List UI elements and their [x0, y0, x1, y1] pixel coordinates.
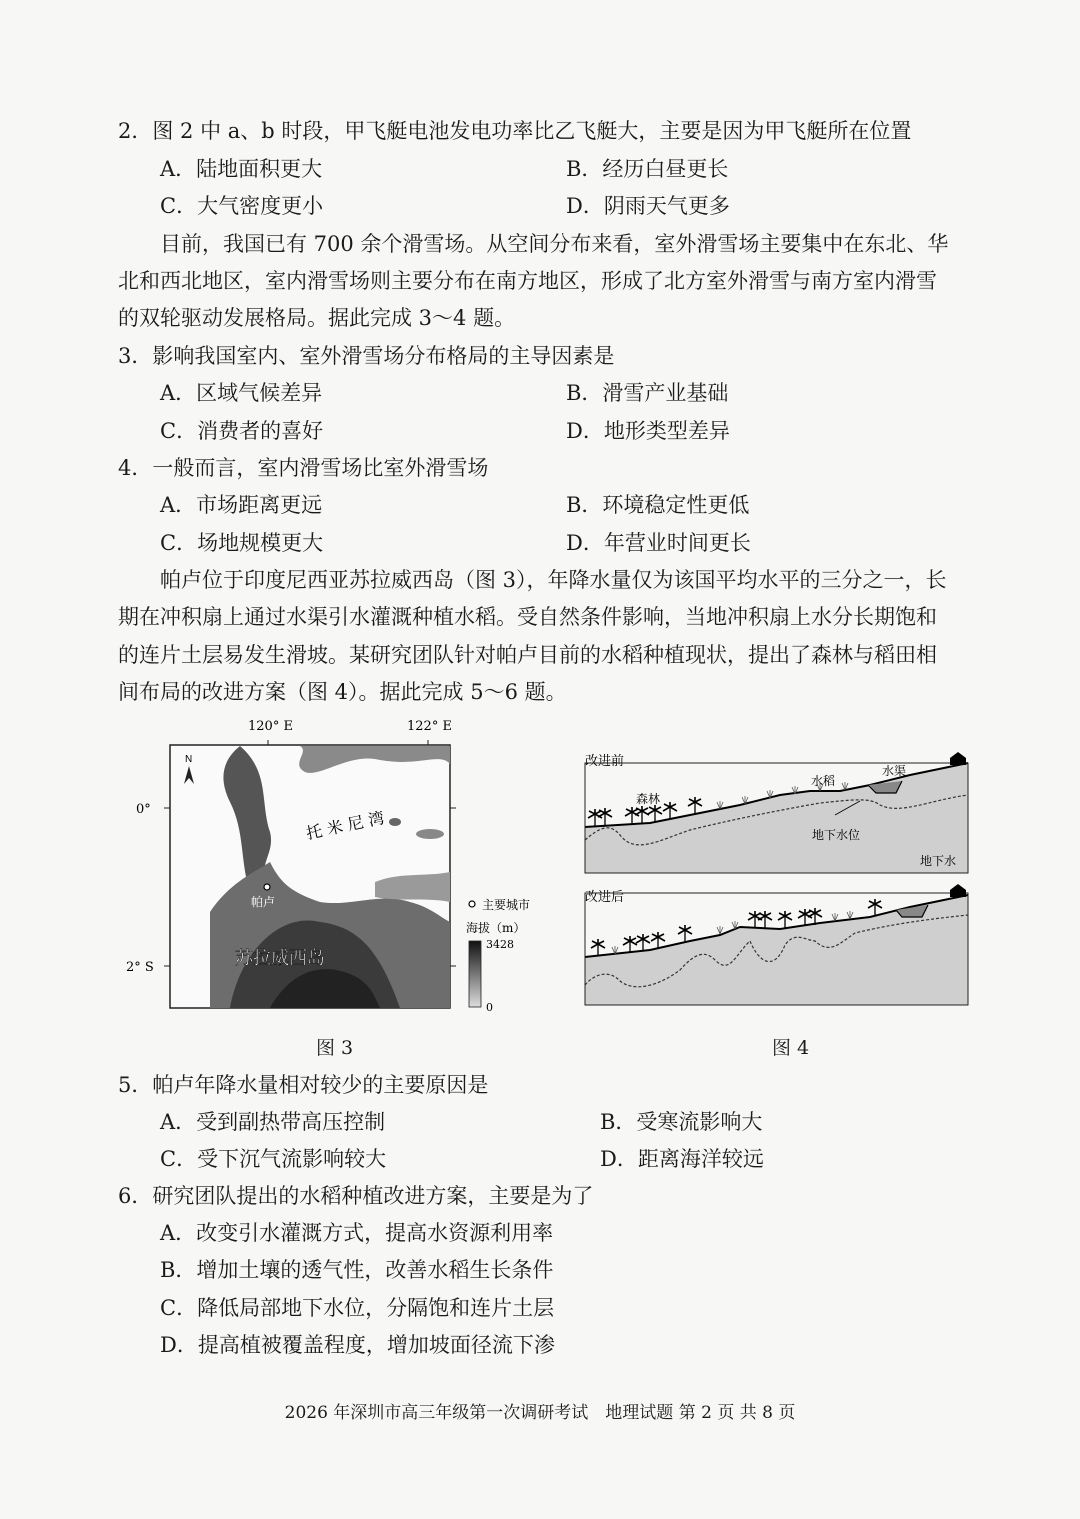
q5-stem: 5．帕卢年降水量相对较少的主要原因是: [118, 1073, 489, 1097]
elevation-min-label: 0: [486, 1001, 493, 1014]
island-label: 苏拉威西岛: [235, 948, 325, 969]
elevation-scale-bar: [469, 941, 481, 1007]
panel-before: [585, 752, 968, 873]
q3-option-a: A．区域气候差异: [160, 381, 323, 405]
q3-option-d: D．地形类型差异: [566, 419, 730, 443]
label-before: 改进前: [585, 754, 625, 769]
q4-option-a: A．市场距离更远: [160, 493, 323, 517]
q6-option-a: A．改变引水灌溉方式，提高水资源利用率: [160, 1221, 554, 1245]
passage2-line-1: 帕卢位于印度尼西亚苏拉威西岛（图 3），年降水量仅为该国平均水平的三分之一，长: [160, 568, 947, 592]
label-groundwater: 地下水: [920, 854, 957, 868]
city-label: 帕卢: [251, 895, 276, 909]
elevation-max-label: 3428: [486, 938, 514, 951]
north-label: N: [185, 754, 193, 765]
city-marker-icon: [264, 884, 270, 890]
label-rice: 水稻: [811, 774, 836, 788]
figure-4-cross-sections: [580, 745, 975, 1010]
passage2-line-2: 期在冲积扇上通过水渠引水灌溉种植水稻。受自然条件影响，当地冲积扇上水分长期饱和: [118, 605, 937, 629]
q6-stem: 6．研究团队提出的水稻种植改进方案，主要是为了: [118, 1184, 594, 1208]
panel-after: [585, 884, 968, 1005]
q2-option-a: A．陆地面积更大: [160, 157, 323, 181]
passage1-line-2: 北和西北地区，室内滑雪场则主要分布在南方地区，形成了北方室外滑雪与南方室内滑雪: [118, 269, 937, 293]
q6-option-d: D．提高植被覆盖程度，增加坡面径流下渗: [160, 1333, 555, 1357]
q4-option-d: D．年营业时间更长: [566, 531, 751, 555]
q3-option-b: B．滑雪产业基础: [566, 381, 729, 405]
q6-option-b: B．增加土壤的透气性，改善水稻生长条件: [160, 1258, 554, 1282]
legend-city-label: 主要城市: [482, 898, 531, 912]
figure-3-caption: 图 3: [316, 1037, 354, 1059]
legend-city-icon: [469, 901, 475, 907]
q4-option-b: B．环境稳定性更低: [566, 493, 750, 517]
passage2-line-4: 间布局的改进方案（图 4）。据此完成 5～6 题。: [118, 680, 567, 704]
bay-label: 托 米 尼 湾: [304, 808, 387, 844]
label-canal: 水渠: [882, 764, 907, 778]
q5-option-b: B．受寒流影响大: [600, 1110, 763, 1134]
lon-label-122: 122° E: [407, 719, 452, 734]
q6-option-c: C．降低局部地下水位，分隔饱和连片土层: [160, 1296, 555, 1320]
passage2-line-3: 的连片土层易发生滑坡。某研究团队针对帕卢目前的水稻种植现状，提出了森林与稻田相: [118, 643, 937, 667]
passage1-line-3: 的双轮驱动发展格局。据此完成 3～4 题。: [118, 306, 516, 330]
q2-stem: 2．图 2 中 a、b 时段，甲飞艇电池发电功率比乙飞艇大，主要是因为甲飞艇所在位置: [118, 119, 912, 143]
q4-option-c: C．场地规模更大: [160, 531, 324, 555]
q5-option-a: A．受到副热带高压控制: [160, 1110, 386, 1134]
passage1-line-1: 目前，我国已有 700 余个滑雪场。从空间分布来看，室外滑雪场主要集中在东北、华: [160, 232, 949, 256]
q2-option-d: D．阴雨天气更多: [566, 194, 730, 218]
q2-option-b: B．经历白昼更长: [566, 157, 729, 181]
label-water-table: 地下水位: [812, 828, 861, 842]
figure-3-map: [120, 712, 560, 1022]
legend-elevation-title: 海拔（m）: [466, 921, 526, 935]
lon-label-120: 120° E: [248, 719, 293, 734]
label-forest: 森林: [636, 792, 661, 806]
lat-label-2s: 2° S: [126, 960, 154, 975]
page-footer: 2026 年深圳市高三年级第一次调研考试 地理试题 第 2 页 共 8 页: [284, 1403, 796, 1423]
lat-label-0: 0°: [136, 802, 151, 817]
figure-4-caption: 图 4: [772, 1037, 810, 1059]
q5-option-c: C．受下沉气流影响较大: [160, 1147, 387, 1171]
q4-stem: 4．一般而言，室内滑雪场比室外滑雪场: [118, 456, 489, 480]
q2-option-c: C．大气密度更小: [160, 194, 324, 218]
q5-option-d: D．距离海洋较远: [600, 1147, 764, 1171]
q3-stem: 3．影响我国室内、室外滑雪场分布格局的主导因素是: [118, 344, 615, 368]
q3-option-c: C．消费者的喜好: [160, 419, 324, 443]
label-after: 改进后: [585, 890, 625, 905]
